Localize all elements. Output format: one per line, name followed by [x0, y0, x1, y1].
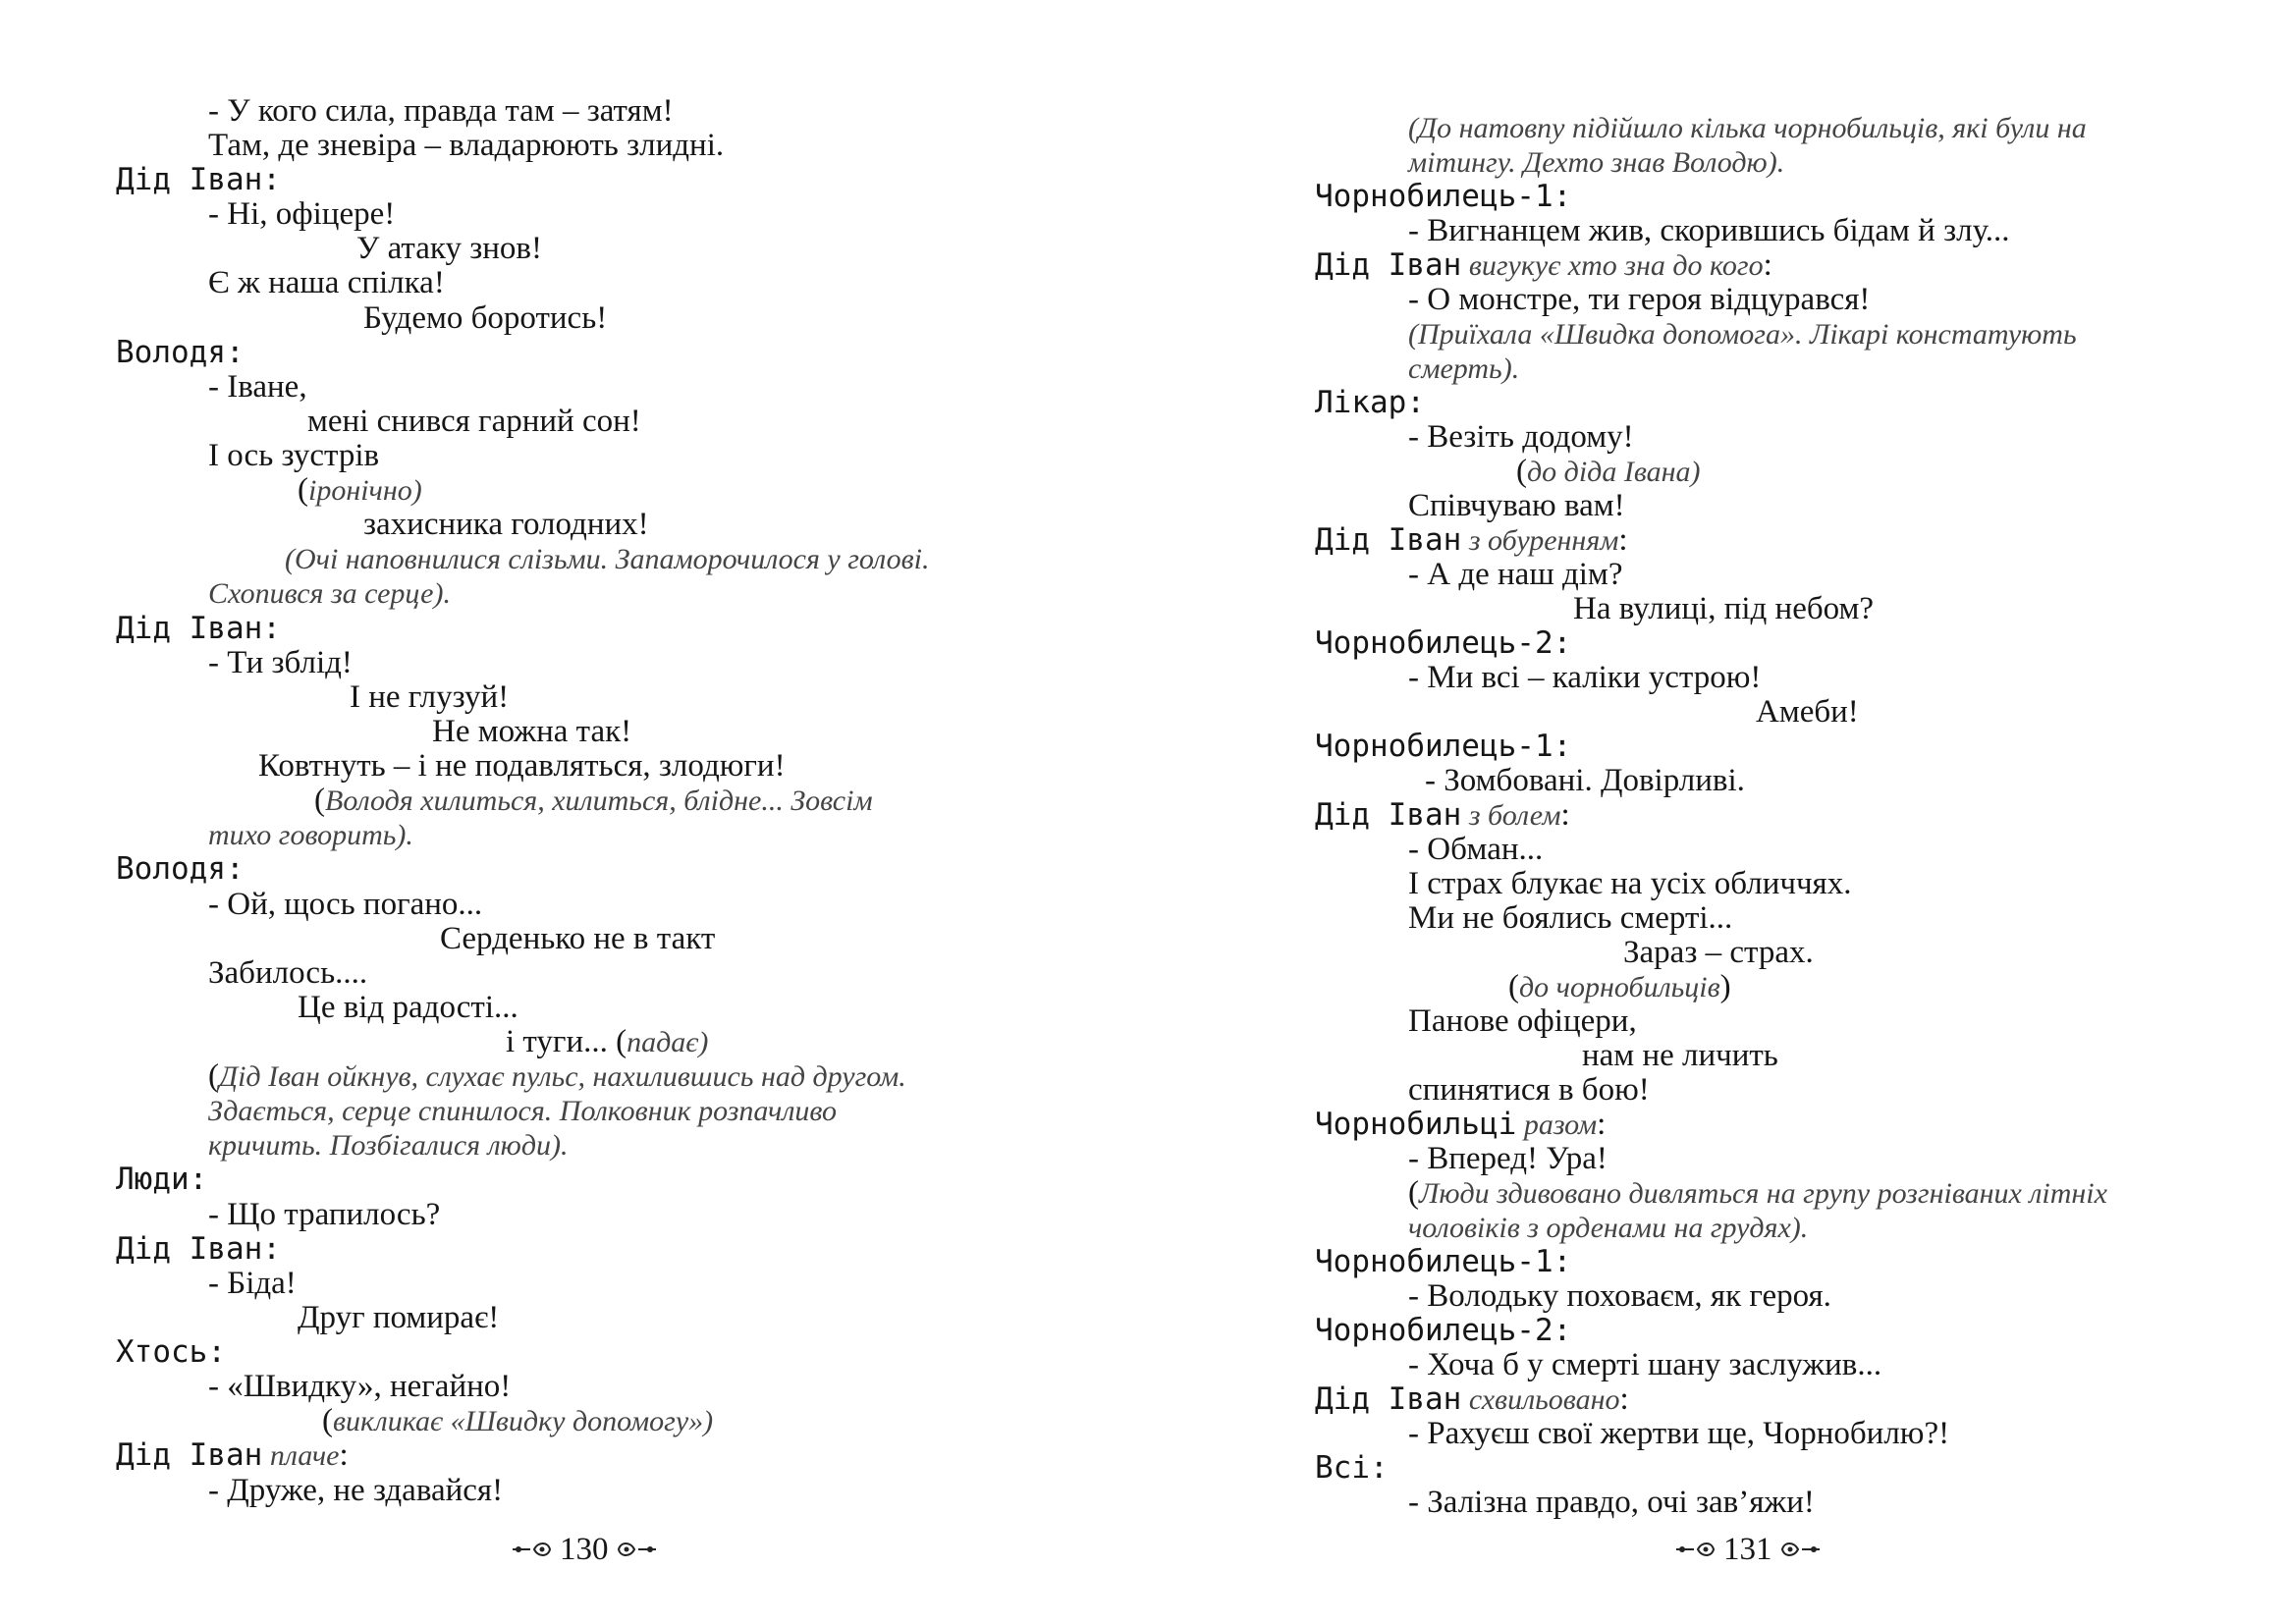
text-line — [208, 1471, 503, 1510]
page-number-right — [1674, 1530, 1822, 1569]
ornament-left-icon — [1674, 1539, 1717, 1560]
speaker-name: Дід Іван — [1315, 797, 1462, 833]
line-text: І не глузуй! — [350, 679, 510, 715]
text-line — [1408, 1345, 1881, 1384]
line-text: - А де наш дім? — [1408, 557, 1623, 592]
line-text: - У кого сила, правда там – затям! — [208, 93, 674, 129]
text-line — [1408, 486, 1625, 525]
line-text: - Друже, не здавайся! — [208, 1473, 504, 1508]
text-line — [116, 333, 245, 372]
text-line — [208, 573, 451, 614]
text-line — [432, 712, 631, 751]
line-text: І страх блукає на усіх обличчях. — [1408, 866, 1852, 901]
speaker-name: Всі: — [1315, 1450, 1389, 1486]
line-text: - Залізна правдо, очі зав’яжи! — [1408, 1485, 1815, 1520]
text-line — [1315, 1242, 1571, 1281]
stage-direction: падає) — [627, 1026, 709, 1058]
stage-direction: викликає «Швидку допомогу») — [333, 1405, 714, 1437]
speaker-name: Дід Іван — [1315, 1381, 1462, 1417]
stage-direction: іронічно) — [308, 474, 422, 507]
stage-direction: Люди здивовано дивляться на групу розгніваних літніх — [1419, 1177, 2107, 1210]
line-text: У атаку знов! — [356, 231, 542, 266]
line-text: - Володьку поховаєм, як героя. — [1408, 1278, 1831, 1314]
stage-direction: Дід Іван ойкнув, слухає пульс, нахилившись над другом. — [219, 1060, 906, 1093]
line-text: Ковтнуть – і не подавляться, злодюги! — [258, 748, 786, 784]
ornament-right-icon — [1778, 1539, 1822, 1560]
line-text: - «Швидку», негайно! — [208, 1369, 512, 1404]
speaker-name: Дід Іван — [1315, 247, 1462, 283]
line-text: Серденько не в такт — [440, 921, 716, 956]
text-line — [1408, 1276, 1831, 1316]
line-text: Ми не боялись смерті... — [1408, 900, 1733, 936]
line-text: На вулиці, під небом? — [1573, 591, 1875, 626]
line-text: Там, де зневіра – владарюють злидні. — [208, 128, 725, 163]
text-line — [1408, 211, 2010, 250]
speaker-name: Дід Іван: — [116, 162, 281, 197]
line-text: Забилось.... — [208, 955, 368, 991]
line-text: - О монстре, ти героя відцурався! — [1408, 282, 1871, 317]
text-line — [1408, 1070, 1650, 1110]
line-text: ( — [322, 1403, 333, 1438]
text-line — [1582, 1036, 1778, 1075]
text-line — [1573, 589, 1874, 628]
line-text: Друг помирає! — [298, 1300, 500, 1335]
speaker-name: Дід Іван: — [116, 611, 281, 646]
text-line — [208, 126, 724, 165]
line-text: Співчуваю вам! — [1408, 488, 1625, 523]
page-number: 130 — [560, 1532, 609, 1567]
speaker-name: Володя: — [116, 851, 245, 887]
text-line — [1408, 280, 1870, 319]
page-number: 131 — [1723, 1532, 1772, 1567]
text-line — [258, 746, 786, 785]
text-line — [1408, 898, 1732, 938]
line-text: Будемо боротись! — [363, 300, 608, 336]
text-line — [1315, 727, 1571, 766]
stage-direction: (Очі наповнилися слізьми. Запаморочилося у голові. — [285, 543, 930, 575]
line-text: - Ой, щось погано... — [208, 887, 483, 922]
line-text: захисника голодних! — [363, 507, 649, 542]
text-line — [208, 91, 674, 131]
text-line — [116, 1332, 226, 1372]
stage-direction: (Приїхала «Швидка допомога». Лікарі констатують — [1408, 318, 2077, 351]
line-text: - Що трапилось? — [208, 1197, 441, 1232]
stage-direction: плаче — [262, 1439, 340, 1472]
text-line — [116, 849, 245, 889]
stage-direction: тихо говорить). — [208, 819, 413, 851]
speaker-name: Володя: — [116, 335, 245, 370]
text-line — [208, 643, 353, 682]
line-text: Амеби! — [1756, 694, 1859, 730]
text-line — [363, 505, 649, 544]
text-line — [1425, 761, 1745, 800]
stage-direction: до діда Івана) — [1527, 456, 1701, 488]
line-text: Це від радості... — [298, 990, 518, 1025]
text-line — [1756, 692, 1859, 731]
line-text: - Рахуєш свої жертви ще, Чорнобилю?! — [1408, 1416, 1950, 1451]
line-text: - Обман... — [1408, 832, 1544, 867]
line-text: - Вигнанцем жив, скорившись бідам й злу... — [1408, 213, 2010, 248]
text-line — [1408, 555, 1622, 594]
text-line — [1408, 1139, 1608, 1178]
text-line — [1408, 830, 1543, 869]
line-text: - Ні, офіцере! — [208, 196, 396, 232]
speaker-name: Люди: — [116, 1162, 208, 1197]
text-line — [208, 1125, 569, 1165]
stage-direction: мітингу. Дехто знав Володю). — [1408, 146, 1785, 179]
text-line — [356, 229, 542, 268]
text-line — [208, 367, 307, 406]
line-text: - Зомбовані. Довірливі. — [1425, 763, 1745, 798]
text-line — [1408, 1414, 1949, 1453]
stage-direction: Здається, серце спинилося. Полковник розпачливо — [208, 1095, 838, 1127]
speaker-name: Чорнобилець-1: — [1315, 179, 1572, 214]
text-line — [1408, 1483, 1815, 1522]
stage-direction: чоловіків з орденами на грудях). — [1408, 1212, 1809, 1244]
text-line — [208, 885, 482, 924]
speaker-name: Чорнобильці — [1315, 1107, 1517, 1142]
stage-direction: смерть). — [1408, 352, 1520, 385]
text-line — [322, 1401, 713, 1441]
page-number-left — [511, 1530, 658, 1569]
stage-direction: (До натовпу підійшло кілька чорнобильців, які були на — [1408, 112, 2087, 144]
speaker-name: Дід Іван: — [116, 1231, 281, 1267]
line-text: Не можна так! — [432, 714, 632, 749]
line-text: - Ми всі – каліки устрою! — [1408, 660, 1762, 695]
speaker-name: Дід Іван — [116, 1437, 263, 1473]
text-line — [1315, 1311, 1571, 1350]
ornament-right-icon — [615, 1539, 658, 1560]
text-line — [208, 1264, 297, 1303]
text-line — [1408, 417, 1634, 457]
text-line — [208, 953, 367, 993]
speaker-name: Чорнобилець-2: — [1315, 1313, 1572, 1348]
text-line — [350, 677, 509, 717]
ornament-left-icon — [511, 1539, 554, 1560]
text-line — [208, 263, 445, 302]
line-text: Зараз – страх. — [1623, 935, 1814, 970]
line-text: : — [1763, 247, 1772, 283]
line-text: : — [1560, 797, 1570, 833]
stage-direction: Володя хилиться, хилиться, блідне... Зовсім — [325, 785, 873, 817]
line-text: : — [1619, 1381, 1629, 1417]
line-text: ( — [208, 1058, 219, 1094]
line-text: спинятися в бою! — [1408, 1072, 1650, 1108]
line-text: - Іване, — [208, 369, 307, 405]
line-text: : — [1597, 1107, 1607, 1142]
stage-direction: разом — [1516, 1109, 1598, 1141]
text-line — [116, 609, 281, 648]
speaker-name: Хтось: — [116, 1334, 226, 1370]
speaker-name: Лікар: — [1315, 385, 1425, 420]
text-line — [363, 298, 607, 338]
text-line — [116, 1229, 281, 1269]
text-line — [116, 1435, 349, 1476]
text-line — [1408, 864, 1851, 903]
line-text: : — [339, 1437, 349, 1473]
stage-direction: з обуренням — [1461, 524, 1619, 557]
line-text: - Вперед! Ура! — [1408, 1141, 1608, 1176]
text-line — [208, 436, 379, 475]
line-text: ( — [1516, 454, 1527, 489]
line-text: - Везіть додому! — [1408, 419, 1634, 455]
line-text: ( — [314, 783, 325, 818]
line-text: - Біда! — [208, 1266, 297, 1301]
text-line — [1315, 1448, 1389, 1488]
line-text: і туги... ( — [506, 1024, 627, 1059]
text-line — [298, 988, 518, 1027]
stage-direction: вигукує хто зна до кого — [1461, 249, 1764, 282]
line-text: ( — [1508, 969, 1519, 1004]
stage-direction: схвильовано — [1461, 1383, 1620, 1416]
text-line — [1315, 177, 1571, 216]
line-text: нам не личить — [1582, 1038, 1778, 1073]
stage-direction: Схопився за серце). — [208, 577, 451, 610]
text-line — [208, 194, 395, 234]
text-line — [1315, 623, 1571, 663]
text-line — [1408, 1001, 1637, 1041]
speaker-name: Чорнобилець-1: — [1315, 1244, 1572, 1279]
line-text: Панове офіцери, — [1408, 1003, 1637, 1039]
line-text: мені снився гарний сон! — [307, 404, 641, 439]
line-text: ( — [1408, 1175, 1419, 1211]
page-left — [0, 0, 1144, 1624]
stage-direction: з болем — [1461, 799, 1561, 832]
stage-direction: до чорнобильців — [1519, 971, 1720, 1003]
line-text: - Хоча б у смерті шану заслужив... — [1408, 1347, 1882, 1382]
text-line — [116, 160, 281, 199]
line-text: - Ти зблід! — [208, 645, 353, 680]
text-line — [298, 1298, 499, 1337]
text-line — [440, 919, 715, 958]
line-text: ( — [298, 472, 308, 508]
speaker-name: Чорнобилець-2: — [1315, 625, 1572, 661]
page-right — [1145, 0, 2289, 1624]
text-line — [208, 1367, 511, 1406]
text-line — [307, 402, 641, 441]
text-line — [1315, 383, 1425, 422]
line-text: ) — [1719, 969, 1731, 1004]
line-text: : — [1618, 522, 1628, 558]
text-line — [116, 1160, 207, 1199]
line-text: Є ж наша спілка! — [208, 265, 445, 300]
text-line — [208, 1195, 440, 1234]
speaker-name: Чорнобилець-1: — [1315, 729, 1572, 764]
speaker-name: Дід Іван — [1315, 522, 1462, 558]
text-line — [1408, 658, 1761, 697]
stage-direction: кричить. Позбігалися люди). — [208, 1129, 569, 1162]
line-text: І ось зустрів — [208, 438, 380, 473]
text-line — [1623, 933, 1814, 972]
